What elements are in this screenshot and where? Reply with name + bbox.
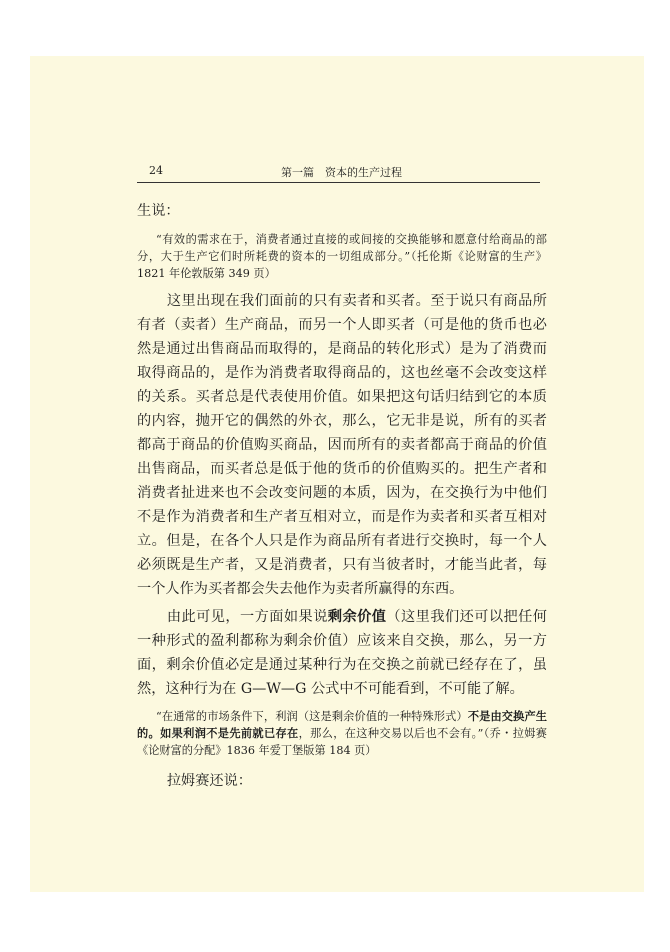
paragraph-surplus-value <box>137 605 547 701</box>
paragraph-buyers-sellers: 这里出现在我们面前的只有卖者和买者。至于说只有商品所有者（卖者）生产商品，而另一个人即买者（可是他的货币也必然是通过出售商品而取得的，是商品的转化形式）是为了消费而取得商品的，是作为消费者取得商品的，这也丝毫不会改变这样的关系。买者总是代表使用价值。如果把这句话归结到它的本质的内容，抛开它的偶然的外衣，那么，它无非是说，所有的买者都高于商品的价值购买商品，因而所有的卖者都高于商品的价值出售商品，而买者总是低于他的货币的价值购买的。把生产者和消费者扯进来也不会改变问题的本质，因为，在交换行为中他们不是作为消费者和生产者互相对立，而是作为卖者和买者互相对立。但是，在各个人只是作为商品所有者进行交换时，每一个人必须既是生产者，又是消费者，只有当彼者时，才能当此者，每一个人作为买者都会失去他作为卖者所赢得的东西。 <box>137 293 547 597</box>
paragraph-ramsay-says: 拉姆赛还说： <box>166 773 252 789</box>
text-run: 由此可见，一方面如果说 <box>166 609 328 625</box>
page-number: 24 <box>149 164 163 177</box>
emphasis-term: 剩余价值 <box>327 609 387 625</box>
running-title: 第一篇 资本的生产过程 <box>281 166 402 179</box>
quote-torrens: “有效的需求在于，消费者通过直接的或间接的交换能够和愿意付给商品的部分，大于生产它们时所耗费的资本的一切组成部分。”（托伦斯《论财富的生产》1821 年伦敦版第 349 页） <box>137 233 547 280</box>
text-run: （这里我们还可以把任何一种形式的盈利都称为剩余价值）应该来自交换，那么，另一方面，剩余价值必定是通过某种行为在交换之前就已经存在了，虽然，这种行为在 G—W—G 公式中不可能看到，不可能了解。 <box>137 609 547 697</box>
main-text <box>137 199 547 793</box>
text-run: ，那么，在这种交易以后也不会有。”（乔・拉姆赛《论财富的分配》1836 年爱丁堡版第 184 页） <box>137 727 547 757</box>
quote-ramsay <box>137 708 547 759</box>
emphasis-text: 不是由交换产生的。如果利润不是先前就已存在 <box>137 709 547 740</box>
paragraph-intro: 生说： <box>137 203 180 219</box>
text-run: “在通常的市场条件下，利润（这是剩余价值的一种特殊形式） <box>156 710 468 723</box>
running-header <box>137 160 540 183</box>
